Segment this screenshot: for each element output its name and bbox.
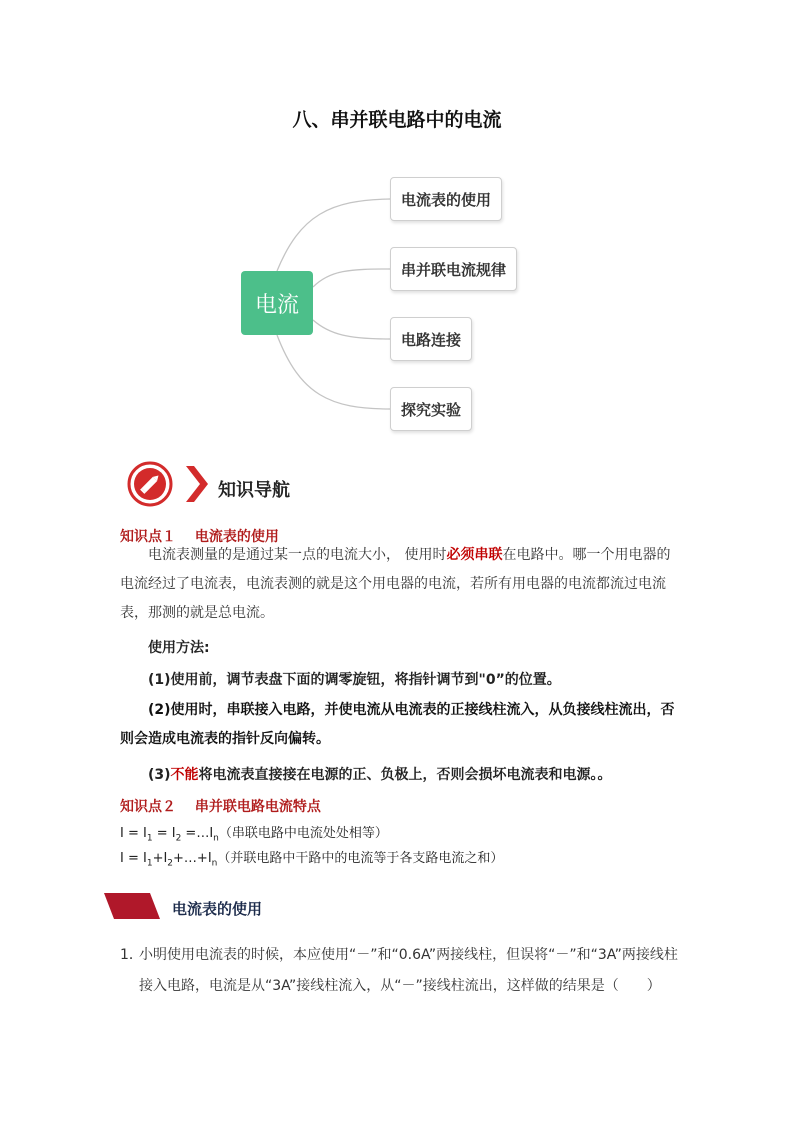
question-number: 1． bbox=[120, 947, 143, 963]
section-title: 电流表的使用 bbox=[172, 900, 263, 918]
connector-line bbox=[313, 269, 390, 287]
formula-series: $I = I_1 = I_2$ $=\dots I_n$（串联电路中电流处处相等） bbox=[120, 826, 388, 844]
kp1-paragraph: 电流表测量的是通过某一点的电流大小， 使用时必须串联在电路中。哪一个用电器的电流经过了电流表，电流表测的就是这个用电器的电流，若所有用电器的电流都流过电流表，那测的就是总电流。 bbox=[120, 547, 671, 621]
mindmap-node: 电流表的使用 bbox=[390, 177, 502, 221]
method-step-1: (1)使用前，调节表盘下面的调零旋钮，将指针调节到"0”的位置。 bbox=[148, 672, 561, 688]
knowledge-point-1-heading: 知识点１ 电流表的使用 bbox=[120, 529, 279, 545]
formula-parallel: $I = I_1+I_2+\dots+I_n$（并联电路中干路中的电流等于各支路电流之和） bbox=[120, 851, 504, 869]
nav-title: 知识导航 bbox=[218, 480, 290, 501]
method-step-3: (3)不能将电流表直接接在电源的正、负极上，否则会损坏电流表和电源。。 bbox=[148, 767, 612, 783]
page-title: 八、串并联电路中的电流 bbox=[292, 109, 502, 131]
knowledge-point-2-heading: 知识点２ 串并联电路电流特点 bbox=[120, 799, 321, 815]
mindmap-node: 电路连接 bbox=[390, 317, 472, 361]
nav-header-graphic bbox=[124, 460, 214, 510]
pencil-icon bbox=[129, 463, 171, 505]
question-text: 小明使用电流表的时候，本应使用“－”和“0.6A”两接线柱，但误将“－”和“3A”两接线柱接入电路，电流是从“3A”接线柱流入，从“－”接线柱流出，这样做的结果是（ ） bbox=[139, 947, 678, 994]
method-step-2: (2)使用时，串联接入电路，并使电流从电流表的正接线柱流入，从负接线柱流出，否则会造成电流表的指针反向偏转。 bbox=[120, 702, 675, 747]
mindmap-root: 电流 bbox=[241, 271, 313, 335]
connector-line bbox=[277, 199, 390, 271]
connector-line bbox=[313, 320, 390, 339]
method-title: 使用方法: bbox=[148, 640, 210, 656]
connector-line bbox=[277, 335, 390, 409]
mindmap-node: 探究实验 bbox=[390, 387, 472, 431]
mindmap-node: 串并联电流规律 bbox=[390, 247, 517, 291]
chevron-right-icon bbox=[186, 466, 208, 502]
section-banner-shape bbox=[104, 893, 160, 919]
